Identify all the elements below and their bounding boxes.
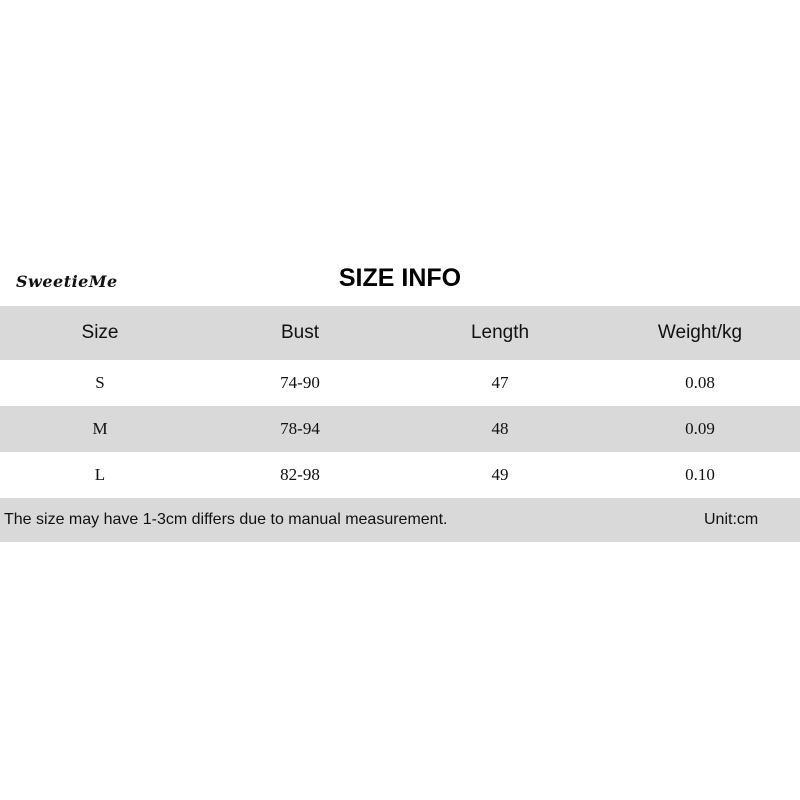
header-length: Length xyxy=(470,322,530,343)
unit-label: Unit:cm xyxy=(704,511,759,528)
cell-bust: 82-98 xyxy=(280,465,320,484)
cell-length: 48 xyxy=(491,419,509,438)
table-row xyxy=(0,452,800,498)
header-weight: Weight/kg xyxy=(657,322,743,343)
header-size: Size xyxy=(81,322,119,343)
measurement-note: The size may have 1-3cm differs due to manual measurement. xyxy=(4,511,448,528)
table-row xyxy=(0,360,800,406)
note-row xyxy=(0,498,800,542)
header-bust: Bust xyxy=(280,322,320,343)
cell-size: S xyxy=(95,373,105,392)
cell-weight: 0.10 xyxy=(685,465,715,484)
cell-bust: 74-90 xyxy=(280,373,320,392)
table-row xyxy=(0,406,800,452)
cell-size: L xyxy=(94,465,106,484)
page-title: SIZE INFO xyxy=(338,264,462,292)
cell-length: 49 xyxy=(491,465,509,484)
cell-bust: 78-94 xyxy=(280,419,320,438)
cell-length: 47 xyxy=(491,373,509,392)
cell-weight: 0.09 xyxy=(685,419,715,438)
brand-logo: SweetieMe xyxy=(16,272,118,291)
size-table xyxy=(0,306,800,498)
cell-size: M xyxy=(92,419,108,438)
cell-weight: 0.08 xyxy=(685,373,715,392)
table-header-row xyxy=(0,306,800,360)
